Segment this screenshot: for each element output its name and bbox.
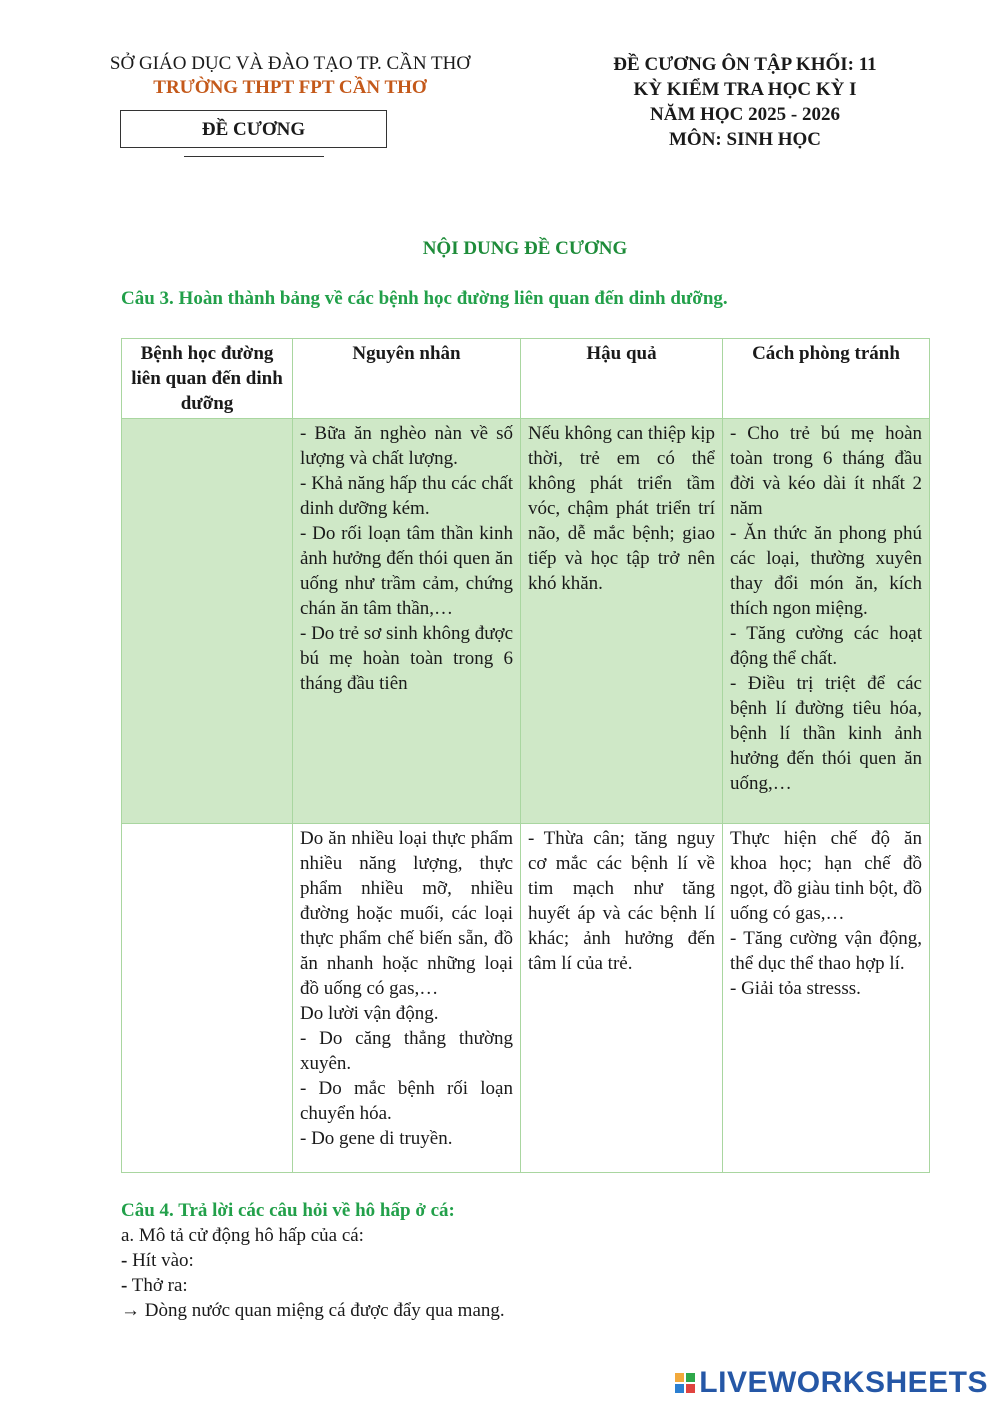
cause-cell — [293, 824, 521, 1173]
exhale-label: Thở ra: — [131, 1275, 188, 1296]
prevention-cell — [723, 824, 930, 1173]
bullet-dash: - — [121, 1250, 128, 1271]
exam-header — [560, 52, 930, 152]
conclusion-line — [121, 1298, 505, 1323]
consequence-text: Nếu không can thiệp kịp thời, trẻ em có thể không phát triển tầm vóc, chậm phát triển trí não, dễ mắc bệnh; giao tiếp và học tập trở nên khó khăn. — [528, 423, 715, 594]
document-type-box: ĐỀ CƯƠNG — [120, 110, 387, 148]
exhale-line — [121, 1273, 505, 1298]
header-consequence: Hậu quả — [521, 339, 723, 419]
disease-answer-field-2[interactable] — [122, 824, 293, 1173]
inhale-line — [121, 1248, 505, 1273]
conclusion-text: Dòng nước quan miệng cá được đẩy qua mang. — [144, 1300, 505, 1321]
prevention-text: - Cho trẻ bú mẹ hoàn toàn trong 6 tháng đầu đời và kéo dài ít nhất 2 năm - Ăn thức ăn phong phú các loại, thường xuyên thay đổi món ăn, kích thích ngon miệng. - Tăng cường các hoạt động thể chất. - Điều trị triệt để các bệnh lí đường tiêu hóa, bệnh lí thần kinh ảnh hưởng đến thói quen ăn uống,… — [730, 423, 922, 794]
consequence-cell — [521, 419, 723, 824]
table-header-row — [122, 339, 930, 419]
school-name: TRƯỜNG THPT FPT CẦN THƠ — [153, 77, 427, 98]
question-4-title: Câu 4. Trả lời các câu hỏi về hô hấp ở cá: — [121, 1200, 455, 1221]
arrow-right-icon: → — [121, 1300, 140, 1321]
exam-year: NĂM HỌC 2025 - 2026 — [650, 104, 840, 125]
question-4a: a. Mô tả cử động hô hấp của cá: — [121, 1225, 364, 1246]
disease-answer-text[interactable] — [129, 421, 285, 821]
question-3-title: Câu 3. Hoàn thành bảng về các bệnh học đường liên quan đến dinh dưỡng. — [121, 288, 728, 309]
disease-answer-text[interactable] — [129, 826, 285, 1170]
table-row — [122, 824, 930, 1173]
department-name: SỞ GIÁO DỤC VÀ ĐÀO TẠO TP. CẦN THƠ — [109, 53, 471, 74]
exam-subject: MÔN: SINH HỌC — [669, 129, 821, 150]
question-4 — [121, 1198, 505, 1323]
school-header — [60, 52, 520, 100]
bullet-dash: - — [121, 1275, 128, 1296]
liveworksheets-logo-icon — [675, 1373, 695, 1393]
liveworksheets-brand: LIVEWORKSHEETS — [699, 1366, 988, 1399]
divider — [184, 156, 324, 157]
exam-term: KỲ KIỂM TRA HỌC KỲ I — [633, 79, 857, 100]
disease-table — [121, 338, 930, 1173]
disease-answer-field-1[interactable] — [122, 419, 293, 824]
cause-text: Do ăn nhiều loại thực phẩm nhiều năng lượng, thực phẩm nhiều mỡ, nhiều đường hoặc muối, các loại thực phẩm chế biến sẵn, đồ ăn nhanh hoặc những loại đồ uống có gas,… Do lười vận động. - Do căng thẳng thường xuyên. - Do mắc bệnh rối loạn chuyển hóa. - Do gene di truyền. — [300, 828, 513, 1149]
prevention-cell — [723, 419, 930, 824]
section-title: NỘI DUNG ĐỀ CƯƠNG — [422, 238, 628, 259]
prevention-text: Thực hiện chế độ ăn khoa học; hạn chế đồ ngọt, đồ giàu tinh bột, đồ uống có gas,… - Tăng cường vận động, thể dục thể thao hợp lí. - Giải tỏa stresss. — [730, 828, 922, 999]
table-row — [122, 419, 930, 824]
consequence-text: - Thừa cân; tăng nguy cơ mắc các bệnh lí về tim mạch như tăng huyết áp và các bệnh lí khác; ảnh hưởng đến tâm lí của trẻ. — [528, 828, 715, 974]
header-cause: Nguyên nhân — [293, 339, 521, 419]
liveworksheets-watermark — [675, 1366, 988, 1400]
inhale-label: Hít vào: — [132, 1250, 194, 1271]
exam-grade: ĐỀ CƯƠNG ÔN TẬP KHỐI: 11 — [613, 54, 877, 75]
cause-text: - Bữa ăn nghèo nàn về số lượng và chất lượng. - Khả năng hấp thu các chất dinh dưỡng kém. - Do rối loạn tâm thần kinh ảnh hưởng đến thói quen ăn uống như trầm cảm, chứng chán ăn tâm thần,… - Do trẻ sơ sinh không được bú mẹ hoàn toàn trong 6 tháng đầu tiên — [300, 423, 513, 694]
cause-cell — [293, 419, 521, 824]
header-disease: Bệnh học đường liên quan đến dinh dưỡng — [122, 339, 293, 419]
consequence-cell — [521, 824, 723, 1173]
header-prevention: Cách phòng tránh — [723, 339, 930, 419]
